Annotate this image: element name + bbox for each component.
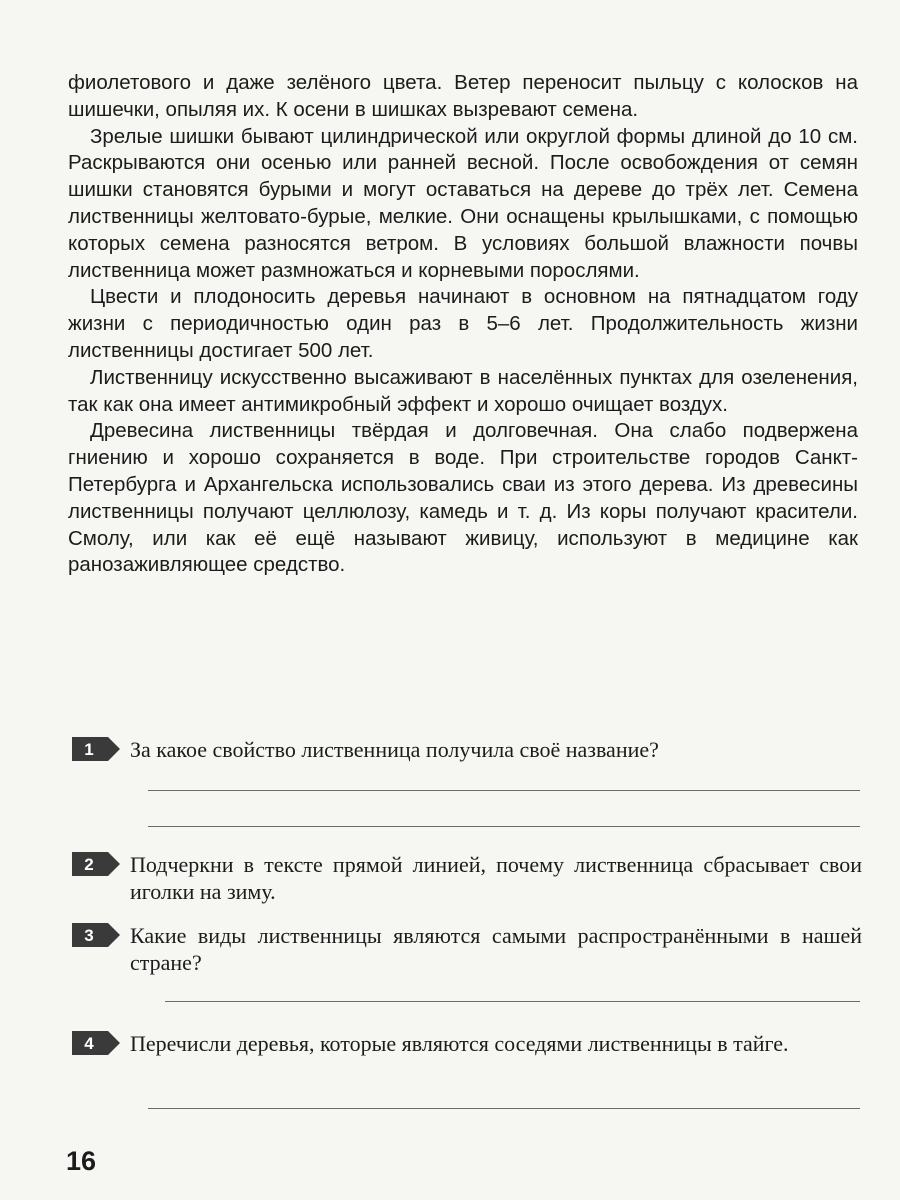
question-3 — [72, 922, 862, 976]
question-4-text: Перечисли деревья, которые являются соседями лиственницы в тайге. — [130, 1031, 789, 1056]
answer-line-3[interactable] — [165, 1001, 860, 1002]
answer-line-4[interactable] — [148, 1108, 860, 1109]
reading-text — [68, 70, 858, 579]
question-number-badge-icon — [72, 923, 120, 947]
question-3-number: 3 — [84, 926, 94, 945]
answer-line-1a[interactable] — [148, 790, 860, 791]
question-2-number: 2 — [84, 855, 94, 874]
question-number-badge-icon — [72, 737, 120, 761]
question-4-number: 4 — [84, 1034, 94, 1053]
question-1 — [72, 736, 862, 763]
question-2 — [72, 851, 862, 905]
question-number-badge-icon — [72, 852, 120, 876]
page-number: 16 — [66, 1146, 97, 1176]
question-2-text: Подчеркни в тексте прямой линией, почему лиственница сбрасывает свои иголки на зиму. — [130, 852, 862, 904]
paragraph-2: Зрелые шишки бывают цилиндрической или округлой формы длиной до 10 см. Раскрываются они осенью или ранней весной. После освобождения от семян шишки становятся бурыми и могут оставаться на дереве до трёх лет. Семена лиственницы желтовато-бурые, мелкие. Они оснащены крылышками, с помощью которых семена разносятся ветром. В условиях большой влажности почвы лиственница может размножаться и корневыми порослями. — [68, 124, 858, 282]
question-1-text: За какое свойство лиственница получила своё название? — [130, 737, 659, 762]
paragraph-4: Лиственницу искусственно высаживают в населённых пунктах для озеленения, так как она имеет антимикробный эффект и хорошо очищает воздух. — [68, 365, 858, 416]
paragraph-3: Цвести и плодоносить деревья начинают в основном на пятнадцатом году жизни с периодичностью один раз в 5–6 лет. Продолжительность жизни лиственницы достигает 500 лет. — [68, 285, 858, 362]
question-3-text: Какие виды лиственницы являются самыми распространёнными в нашей стране? — [130, 923, 862, 975]
paragraph-5: Древесина лиственницы твёрдая и долговечная. Она слабо подвержена гниению и хорошо сохраняется в воде. При строительстве городов Санкт-Петербурга и Архангельска использовались сваи из этого дерева. Из древесины лиственницы получают целлюлозу, камедь и т. д. Из коры получают красители. Смолу, или как её ещё называют живицу, используют в медицине как ранозаживляющее средство. — [68, 419, 858, 577]
question-4 — [72, 1030, 862, 1057]
question-1-number: 1 — [84, 740, 94, 759]
paragraph-1: фиолетового и даже зелёного цвета. Ветер переносит пыльцу с колосков на шишечки, опыляя их. К осени в шишках вызревают семена. — [68, 71, 858, 121]
answer-line-1b[interactable] — [148, 826, 860, 827]
question-number-badge-icon — [72, 1031, 120, 1055]
